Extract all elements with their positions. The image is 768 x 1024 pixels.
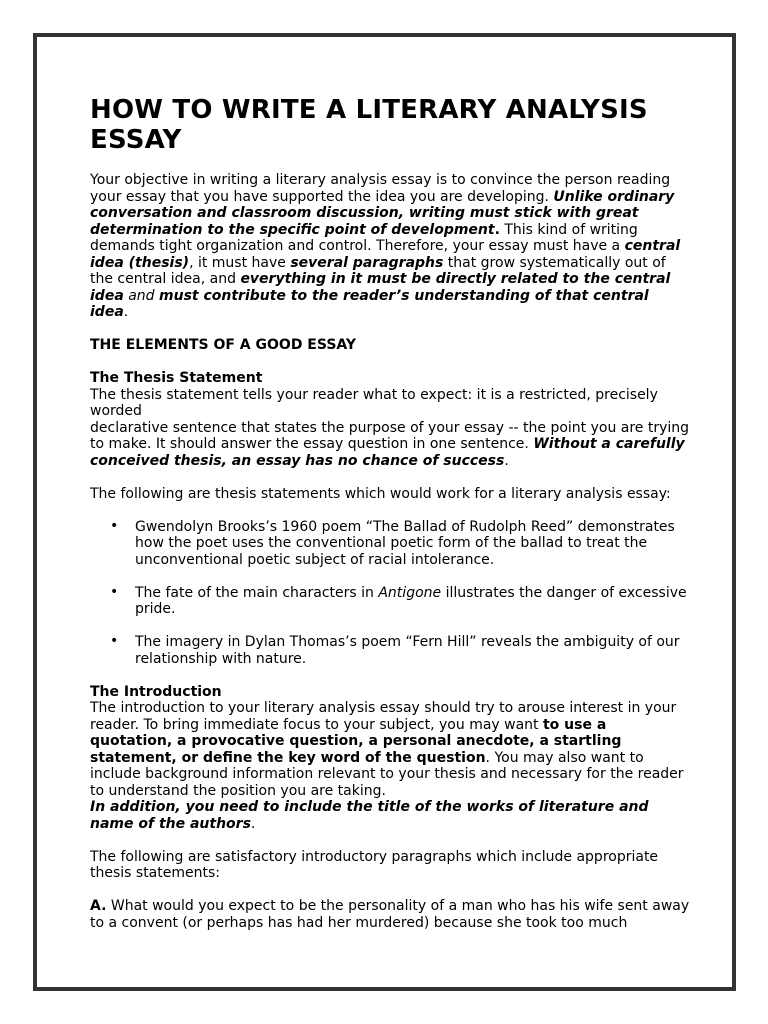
page-frame [33,33,736,991]
example-a-paragraph [90,898,690,931]
introduction-bold-1: to use a quotation, a provocative question, a personal anecdote, a startling statement, or define the key word of the question [90,716,622,766]
introduction-paragraph [90,700,690,799]
bullet-icon: • [110,583,119,600]
thesis-text-1: declarative sentence that states the purpose of your essay -- the point you are trying to make. It should answer the essay question in one sentence. [90,419,690,452]
introduction-text-2: . You may also want to include background information relevant to your thesis and necessary for the reader to understand the position you are taking. [90,749,684,799]
thesis-heading: The Thesis Statement [90,370,263,386]
elements-heading: THE ELEMENTS OF A GOOD ESSAY [90,337,357,353]
example-text: illustrates the danger of excessive pride. [135,584,687,617]
intro-paragraph [90,172,690,321]
intro-text-2: This kind of writing demands tight organization and control. Therefore, your essay must have a [90,221,638,254]
example-text: Gwendolyn Brooks’s 1960 poem “The Ballad of Rudolph Reed” demonstrates how the poet uses the conventional poetic form of the ballad to treat the unconventional poetic subject of racial intolerance. [135,518,675,568]
introduction-heading: The Introduction [90,683,222,700]
intro-emphasis-2: central idea (thesis) [90,238,681,271]
example-a-text: What would you expect to be the personality of a man who has his wife sent away to a convent (or perhaps has had her murdered) because she took too much [90,898,690,931]
introduction-addition [90,799,690,832]
document-title: HOW TO WRITE A LITERARY ANALYSIS ESSAY [90,95,648,155]
example-text: The fate of the main characters in [135,584,379,601]
intro-emphasis-1: Unlike ordinary conversation and classroom discussion, writing must stick with great determination to the specific point of development [90,188,675,238]
intro-emphasis-5: must contribute to the reader’s understanding of that central idea [90,287,649,320]
introduction-text-1: The introduction to your literary analysis essay should try to arouse interest in your reader. To bring immediate focus to your subject, you may want [90,700,677,733]
thesis-paragraph [90,420,690,470]
intro-text-1: Your objective in writing a literary analysis essay is to convince the person reading your essay that you have supported the idea you are developing. [90,172,671,205]
thesis-following: The following are thesis statements which would work for a literary analysis essay: [90,485,671,502]
introduction-following: The following are satisfactory introductory paragraphs which include appropriate thesis statements: [90,848,659,881]
list-item [90,634,690,667]
intro-emphasis-4: everything in it must be directly related to the central idea [90,271,671,304]
intro-emphasis-3: several paragraphs [290,254,444,271]
thesis-examples-list [90,519,690,668]
bullet-icon: • [110,633,119,649]
thesis-emphasis: Without a carefully conceived thesis, an essay has no chance of success [90,436,685,469]
example-title: Antigone [378,584,442,601]
document-body [90,95,690,931]
example-text: The imagery in Dylan Thomas’s poem “Fern Hill” reveals the ambiguity of our relationship with nature. [135,634,680,667]
bullet-icon: • [110,517,119,534]
intro-italic-and: and [123,287,160,304]
intro-period: . [494,221,500,238]
list-item [90,519,690,569]
introduction-text-3: . [250,815,256,832]
introduction-emphasis: In addition, you need to include the title of the works of literature and name of the authors [90,799,649,832]
intro-text-4: that grow systematically out of the central idea, and [90,254,666,287]
list-item [90,585,690,618]
thesis-line-1: The thesis statement tells your reader what to expect: it is a restricted, precisely worded [90,386,658,419]
intro-text-5: . [123,304,129,320]
intro-text-3: , it must have [189,254,291,271]
example-a-label: A. [90,898,107,914]
thesis-text-2: . [504,452,509,469]
